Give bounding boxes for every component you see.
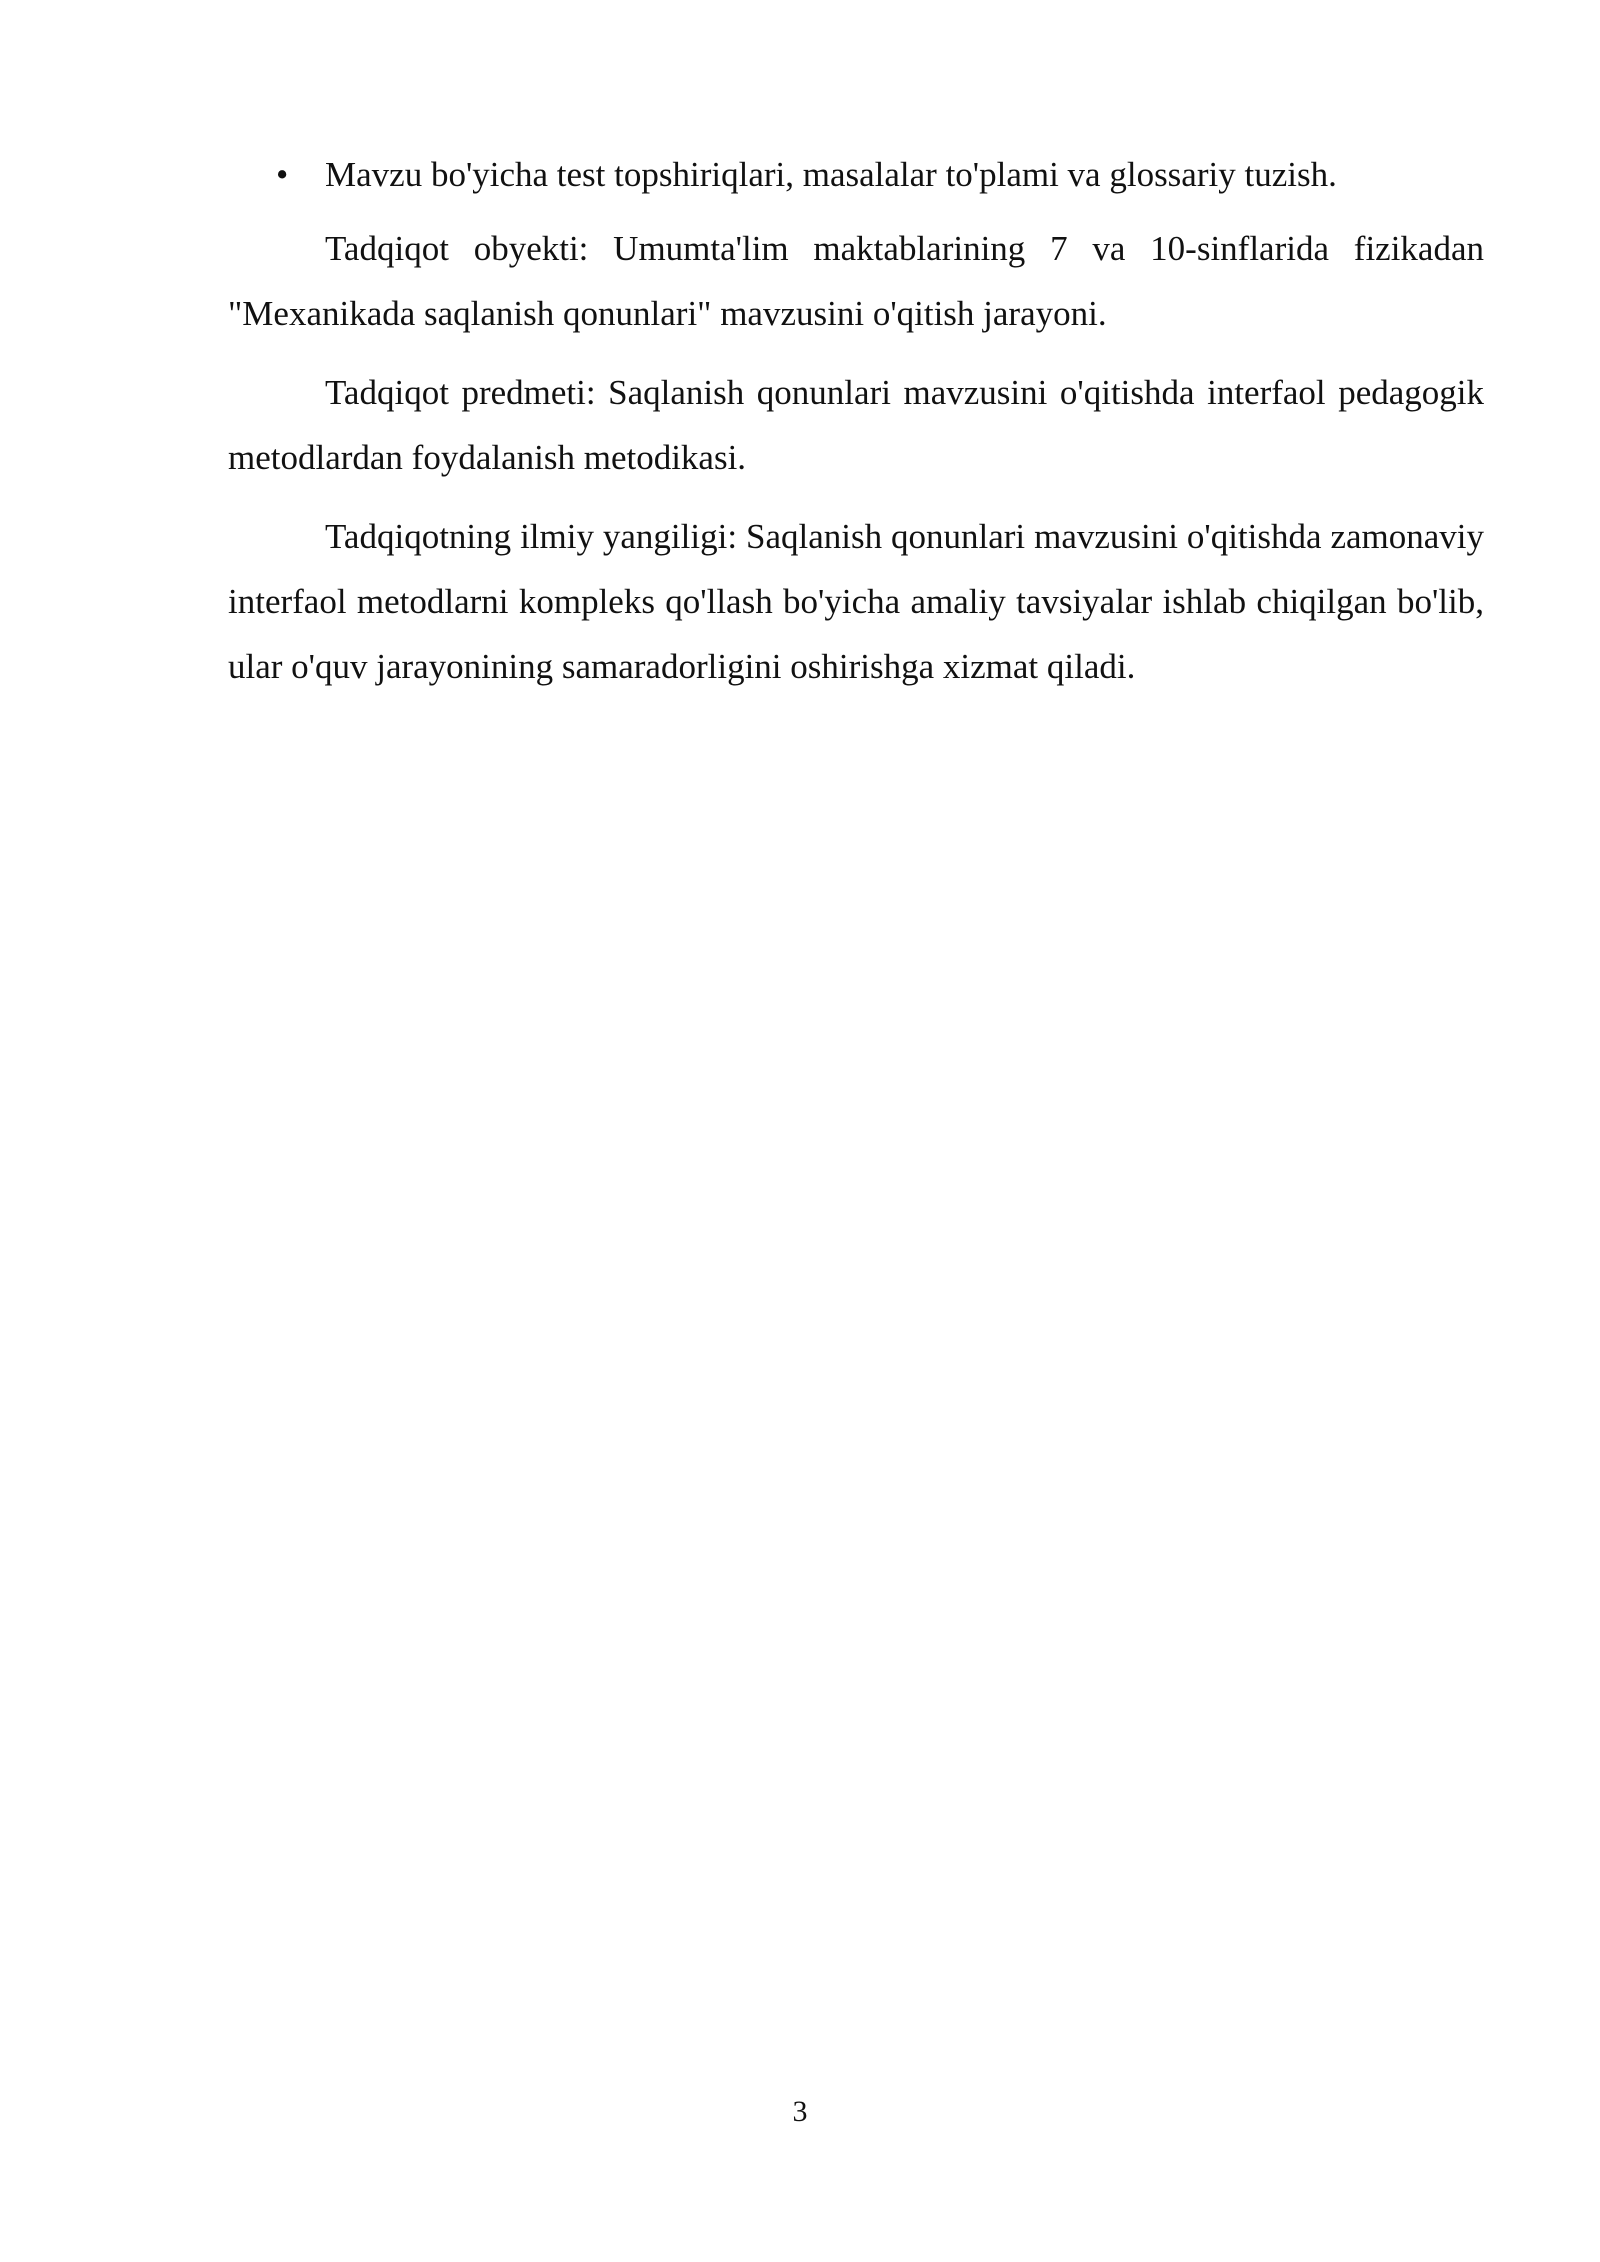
paragraph-scientific-novelty: Tadqiqotning ilmiy yangiligi: Saqlanish qonunlari mavzusini o'qitishda zamonaviy interfaol metodlarni kompleks qo'llash bo'yicha amaliy tavsiyalar ishlab chiqilgan bo'lib, ular o'quv jarayonining samaradorligini oshirishga xizmat qiladi.	[228, 517, 1484, 686]
bullet-list-item	[228, 150, 1484, 200]
page-body	[228, 150, 1484, 713]
bullet-marker: •	[276, 155, 289, 194]
paragraph-research-subject: Tadqiqot predmeti: Saqlanish qonunlari mavzusini o'qitishda interfaol pedagogik metodlardan foydalanish metodikasi.	[228, 373, 1484, 477]
bullet-text: Mavzu bo'yicha test topshiriqlari, masalalar to'plami va glossariy tuzish.	[325, 155, 1337, 194]
page-number: 3	[792, 2095, 808, 2128]
paragraph-research-object: Tadqiqot obyekti: Umumta'lim maktablarining 7 va 10-sinflarida fizikadan "Mexanikada saqlanish qonunlari" mavzusini o'qitish jarayoni.	[228, 229, 1484, 333]
